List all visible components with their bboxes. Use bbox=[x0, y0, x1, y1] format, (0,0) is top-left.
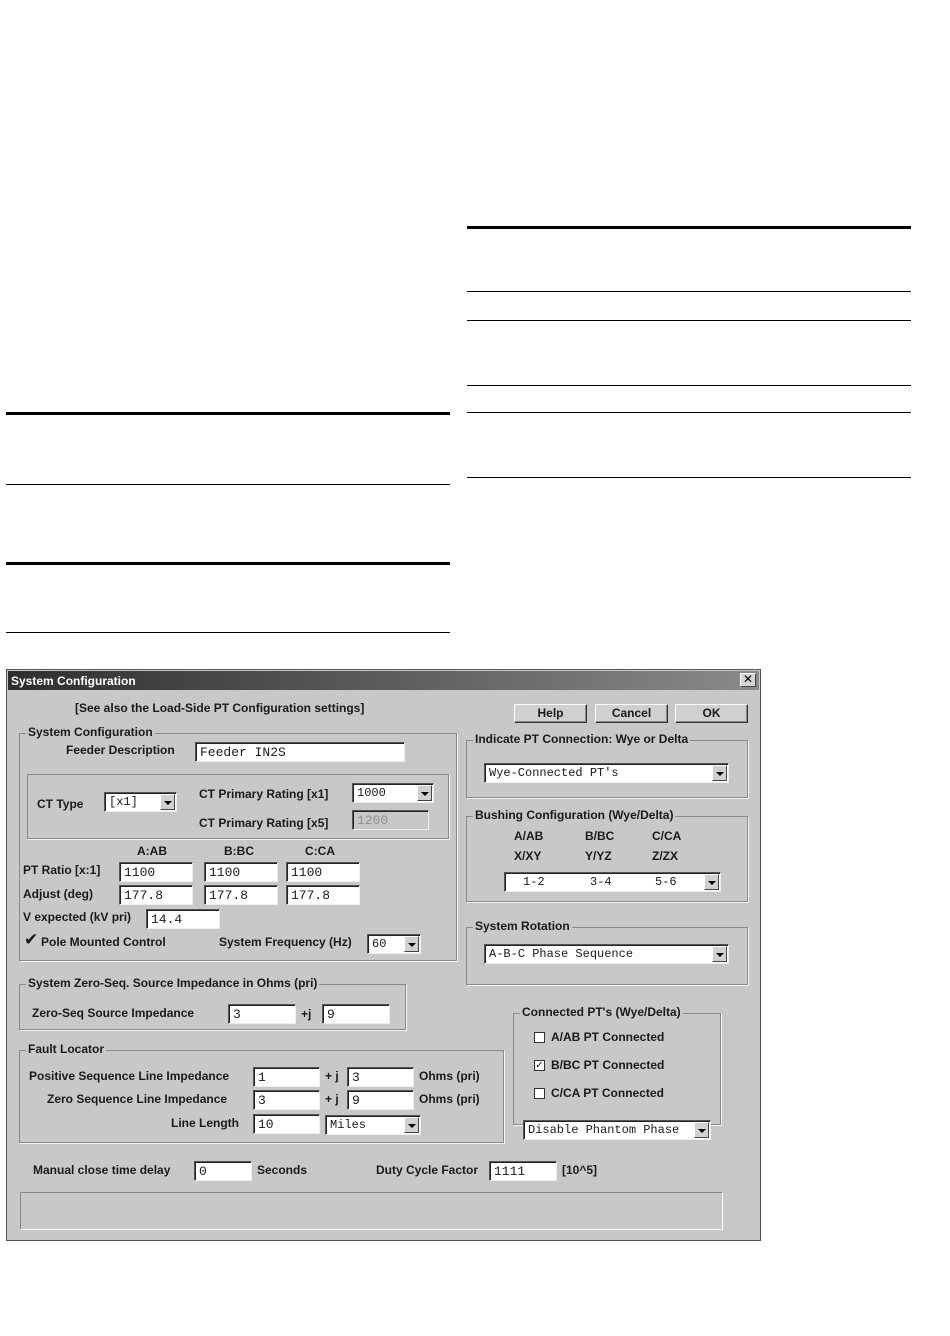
chevron-down-icon[interactable] bbox=[160, 794, 175, 810]
ohms-label: Ohms (pri) bbox=[419, 1092, 480, 1106]
pt-ratio-label: PT Ratio [x:1] bbox=[23, 863, 101, 877]
dialog-title: System Configuration bbox=[11, 674, 136, 688]
ct-type-value: [x1] bbox=[109, 795, 138, 809]
chevron-down-icon[interactable] bbox=[417, 785, 432, 801]
adjust-label: Adjust (deg) bbox=[23, 887, 93, 901]
system-rotation-select[interactable] bbox=[484, 944, 729, 964]
ct-primary-x5-label: CT Primary Rating [x5] bbox=[199, 816, 329, 830]
pole-mounted-checkmark-icon[interactable]: ✔ bbox=[24, 930, 39, 949]
line-length-units-value: Miles bbox=[330, 1118, 367, 1132]
bushing-value: 5-6 bbox=[655, 875, 677, 889]
plus-j-label: + j bbox=[325, 1092, 339, 1106]
phase-header: B:BC bbox=[224, 844, 254, 858]
adjust-a-input[interactable]: 177.8 bbox=[119, 885, 193, 905]
zero-seq-real-input[interactable]: 3 bbox=[228, 1004, 296, 1024]
table-rule bbox=[467, 385, 911, 386]
table-rule bbox=[467, 291, 911, 292]
pt-ratio-b-input[interactable]: 1100 bbox=[204, 862, 278, 882]
line-length-units-select[interactable] bbox=[325, 1115, 421, 1135]
table-rule bbox=[6, 484, 450, 485]
ct-primary-x1-select[interactable] bbox=[352, 783, 434, 803]
table-rule bbox=[467, 477, 911, 478]
ct-primary-x1-label: CT Primary Rating [x1] bbox=[199, 787, 329, 801]
group-legend: System Rotation bbox=[475, 919, 570, 933]
system-configuration-dialog bbox=[6, 669, 761, 1241]
seconds-label: Seconds bbox=[257, 1163, 308, 1177]
ct-primary-x5-input: 1200 bbox=[352, 810, 429, 830]
a-pt-connected-label: A/AB PT Connected bbox=[551, 1030, 665, 1044]
pt-ratio-c-input[interactable]: 1100 bbox=[286, 862, 360, 882]
ok-button[interactable]: OK bbox=[675, 704, 748, 723]
system-frequency-select[interactable] bbox=[367, 934, 421, 954]
plus-j-label: +j bbox=[301, 1007, 312, 1021]
positive-seq-real-input[interactable]: 1 bbox=[253, 1067, 320, 1087]
v-expected-label: V expected (kV pri) bbox=[23, 910, 132, 924]
group-legend: System Configuration bbox=[28, 725, 153, 739]
phase-header: C:CA bbox=[305, 844, 335, 858]
bushing-header: Z/ZX bbox=[652, 849, 678, 863]
zero-seq-source-label: Zero-Seq Source Impedance bbox=[32, 1006, 195, 1020]
bushing-header: X/XY bbox=[514, 849, 542, 863]
zero-seq-line-real-input[interactable]: 3 bbox=[253, 1090, 320, 1110]
table-rule bbox=[467, 412, 911, 413]
bushing-value: 1-2 bbox=[523, 875, 545, 889]
chevron-down-icon[interactable] bbox=[704, 874, 719, 890]
duty-cycle-label: Duty Cycle Factor bbox=[376, 1163, 479, 1177]
group-legend: Connected PT's (Wye/Delta) bbox=[522, 1005, 681, 1019]
table-rule bbox=[6, 412, 450, 415]
line-length-input[interactable]: 10 bbox=[253, 1114, 320, 1134]
group-legend: Fault Locator bbox=[28, 1042, 105, 1056]
group-legend: System Zero-Seq. Source Impedance in Ohms (pri) bbox=[28, 976, 318, 990]
phantom-phase-select[interactable] bbox=[523, 1120, 711, 1140]
system-rotation-value: A-B-C Phase Sequence bbox=[489, 947, 634, 961]
pt-connection-value: Wye-Connected PT's bbox=[489, 766, 619, 780]
chevron-down-icon[interactable] bbox=[404, 936, 419, 952]
bushing-header: A/AB bbox=[514, 829, 544, 843]
manual-close-label: Manual close time delay bbox=[33, 1163, 171, 1177]
group-legend: Bushing Configuration (Wye/Delta) bbox=[475, 808, 674, 822]
chevron-down-icon[interactable] bbox=[712, 946, 727, 962]
feeder-description-label: Feeder Description bbox=[66, 743, 175, 757]
bushing-select[interactable] bbox=[504, 872, 721, 892]
duty-cycle-input[interactable]: 1111 bbox=[489, 1161, 557, 1181]
b-pt-connected-label: B/BC PT Connected bbox=[551, 1058, 665, 1072]
positive-seq-imag-input[interactable]: 3 bbox=[347, 1067, 414, 1087]
zero-seq-line-imag-input[interactable]: 9 bbox=[347, 1090, 414, 1110]
table-rule bbox=[467, 226, 911, 229]
bushing-header: B/BC bbox=[585, 829, 615, 843]
bushing-value: 3-4 bbox=[590, 875, 612, 889]
ct-type-label: CT Type bbox=[37, 797, 84, 811]
status-panel bbox=[20, 1192, 723, 1230]
system-frequency-value: 60 bbox=[372, 937, 387, 951]
cancel-button[interactable]: Cancel bbox=[595, 704, 668, 723]
table-rule bbox=[6, 562, 450, 565]
b-pt-connected-checkbox[interactable]: ✓ bbox=[535, 1060, 544, 1071]
zero-seq-line-label: Zero Sequence Line Impedance bbox=[47, 1092, 228, 1106]
ct-type-select[interactable] bbox=[104, 792, 177, 812]
help-button[interactable]: Help bbox=[514, 704, 587, 723]
bushing-header: Y/YZ bbox=[585, 849, 612, 863]
bushing-header: C/CA bbox=[652, 829, 682, 843]
pt-ratio-a-input[interactable]: 1100 bbox=[119, 862, 193, 882]
positive-seq-label: Positive Sequence Line Impedance bbox=[29, 1069, 230, 1083]
chevron-down-icon[interactable] bbox=[694, 1122, 709, 1138]
a-pt-connected-checkbox[interactable] bbox=[534, 1032, 545, 1043]
table-rule bbox=[467, 320, 911, 321]
duty-cycle-units: [10^5] bbox=[562, 1163, 598, 1177]
close-icon[interactable]: ✕ bbox=[740, 673, 756, 687]
adjust-c-input[interactable]: 177.8 bbox=[286, 885, 360, 905]
manual-close-input[interactable]: 0 bbox=[194, 1161, 252, 1181]
system-frequency-label: System Frequency (Hz) bbox=[219, 935, 352, 949]
see-also-note: [See also the Load-Side PT Configuration settings] bbox=[75, 701, 365, 715]
ohms-label: Ohms (pri) bbox=[419, 1069, 480, 1083]
adjust-b-input[interactable]: 177.8 bbox=[204, 885, 278, 905]
c-pt-connected-label: C/CA PT Connected bbox=[551, 1086, 664, 1100]
title-bar[interactable] bbox=[8, 671, 759, 690]
pole-mounted-label: Pole Mounted Control bbox=[41, 935, 166, 949]
line-length-label: Line Length bbox=[171, 1116, 239, 1130]
phase-header: A:AB bbox=[137, 844, 167, 858]
pt-connection-select[interactable] bbox=[484, 763, 729, 783]
table-rule bbox=[6, 632, 450, 633]
ct-primary-x1-value: 1000 bbox=[357, 786, 386, 800]
feeder-description-input[interactable]: Feeder IN2S bbox=[195, 742, 405, 762]
v-expected-input[interactable]: 14.4 bbox=[146, 909, 220, 929]
phantom-phase-value: Disable Phantom Phase bbox=[528, 1123, 680, 1137]
chevron-down-icon[interactable] bbox=[404, 1117, 419, 1133]
group-legend: Indicate PT Connection: Wye or Delta bbox=[475, 732, 689, 746]
c-pt-connected-checkbox[interactable] bbox=[534, 1088, 545, 1099]
chevron-down-icon[interactable] bbox=[712, 765, 727, 781]
zero-seq-imag-input[interactable]: 9 bbox=[322, 1004, 390, 1024]
plus-j-label: + j bbox=[325, 1069, 339, 1083]
